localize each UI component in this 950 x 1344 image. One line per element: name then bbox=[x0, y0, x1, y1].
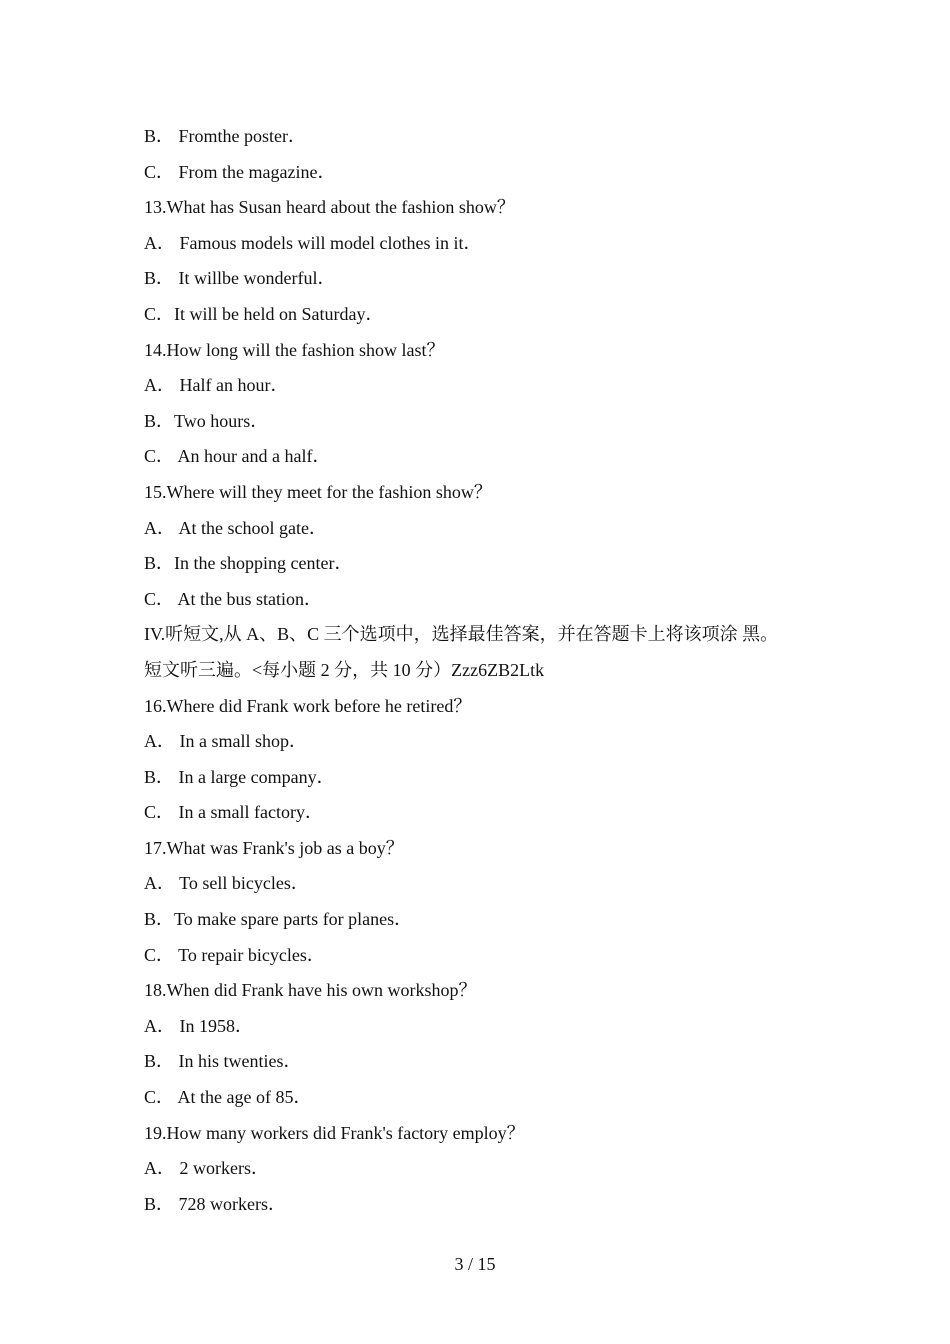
question-15: 15.Where will they meet for the fashion show？ bbox=[144, 481, 492, 502]
answer-option-c-q12: C． From the magazine． bbox=[144, 161, 336, 182]
answer-option-b-q13: B． It willbe wonderful． bbox=[144, 268, 336, 289]
answer-option-c-q16: C． In a small factory． bbox=[144, 802, 323, 823]
answer-option-a-q19: A． 2 workers． bbox=[144, 1158, 269, 1179]
answer-option-b-q17: B．To make spare parts for planes． bbox=[144, 909, 413, 930]
answer-option-b-q12: B． Fromthe poster． bbox=[144, 126, 306, 146]
question-17: 17.What was Frank's job as a boy？ bbox=[144, 837, 404, 858]
answer-option-a-q15: A． At the school gate． bbox=[144, 517, 327, 538]
answer-option-a-q18: A． In 1958． bbox=[144, 1015, 253, 1036]
answer-option-c-q14: C． An hour and a half． bbox=[144, 446, 331, 467]
question-19: 19.How many workers did Frank's factory employ？ bbox=[144, 1122, 525, 1143]
answer-option-b-q14: B．Two hours． bbox=[144, 410, 269, 431]
question-16: 16.Where did Frank work before he retired？ bbox=[144, 695, 472, 716]
question-14: 14.How long will the fashion show last？ bbox=[144, 339, 445, 360]
answer-option-b-q19: B． 728 workers． bbox=[144, 1193, 286, 1214]
answer-option-a-q17: A． To sell bicycles． bbox=[144, 873, 309, 894]
answer-option-c-q13: C．It will be held on Saturday． bbox=[144, 303, 384, 324]
section-iv-instructions-cont: 短文听三遍。<每小题 2 分，共 10 分）Zzz6ZB2Ltk bbox=[144, 659, 545, 680]
answer-option-c-q17: C． To repair bicycles． bbox=[144, 944, 325, 965]
question-13: 13.What has Susan heard about the fashion show？ bbox=[144, 197, 515, 218]
document-body bbox=[144, 119, 844, 1222]
answer-option-b-q18: B． In his twenties． bbox=[144, 1051, 302, 1072]
answer-option-a-q13: A． Famous models will model clothes in it． bbox=[144, 232, 482, 253]
page-number: 3 / 15 bbox=[454, 1254, 496, 1274]
answer-option-a-q14: A． Half an hour． bbox=[144, 375, 289, 396]
section-iv-instructions: IV.听短文,从 A、B、C 三个选项中，选择最佳答案，并在答题卡上将该项涂 黑。 bbox=[144, 624, 779, 645]
answer-option-b-q15: B．In the shopping center． bbox=[144, 553, 353, 574]
answer-option-c-q18: C． At the age of 85． bbox=[144, 1087, 312, 1108]
answer-option-a-q16: A． In a small shop． bbox=[144, 731, 307, 752]
answer-option-b-q16: B． In a large company． bbox=[144, 766, 335, 787]
answer-option-c-q15: C． At the bus station． bbox=[144, 588, 323, 609]
question-18: 18.When did Frank have his own workshop？ bbox=[144, 980, 477, 1001]
